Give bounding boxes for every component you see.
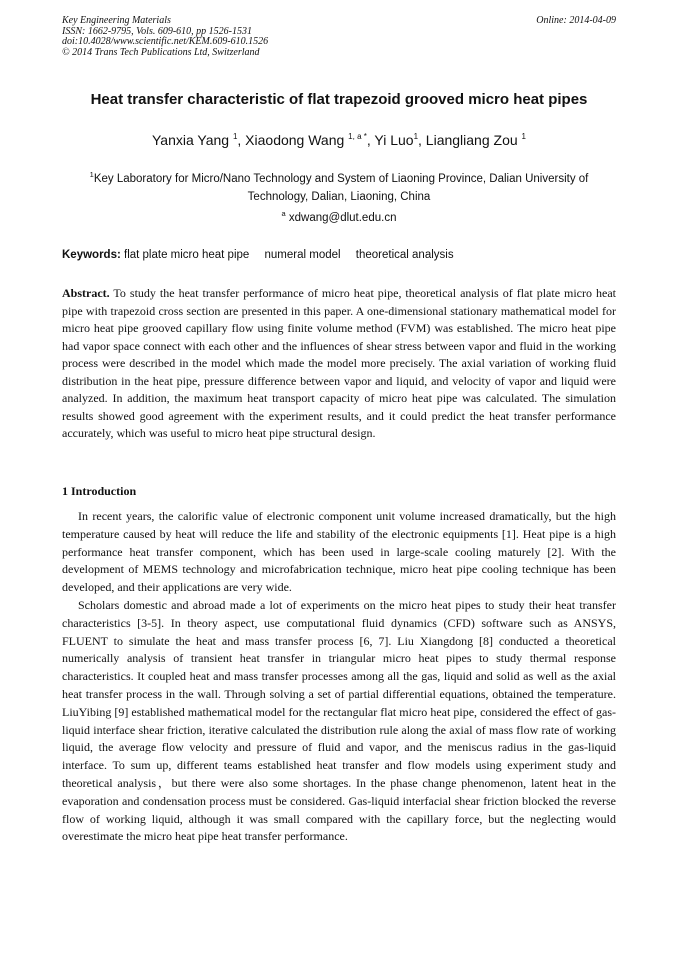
affiliation-text: Key Laboratory for Micro/Nano Technology and System of Liaoning Province, Dalian University of Technology, Dalian, Liaoning, China (93, 173, 589, 203)
abstract-label: Abstract. (62, 286, 110, 300)
email-address[interactable]: xdwang@dlut.edu.cn (285, 212, 397, 224)
body-paragraph: Scholars domestic and abroad made a lot of experiments on the micro heat pipes to study their heat transfer characteristics [3-5]. In theory aspect, use computational fluid dynamics (CFD) software such as ANSYS, FLUENT to simulate the heat and mass transfer process [6, 7]. Liu Xiangdong [8] conducted a theoretical numerically analysis of transient heat transfer in triangular micro heat pipes to study thermal response characteristics. It coupled heat and mass transfer processes among all the gas, liquid and solid as well as the axial heat transfer process in the wall. Through solving a set of partial differential equations, obtained the temperature. LiuYibing [9] established mathematical model for the rectangular flat micro heat pipe, considered the effect of gas-liquid interface shear friction, iterative calculated the distribution rule along the axial of mass flow rate of working liquid, the average flow velocity and pressure of fluid and vapor, and the meniscus radius in the gas-liquid interface. To sum up, different teams established heat transfer and flow models using experiment study and theoretical analysis，but there were also some shortages. In the phase change phenomenon, latent heat in the evaporation and condensation process must be considered. Gas-liquid interfacial shear friction blocked the reverse flow of working liquid, although it was small compared with the capillary force, but the neglecting would overestimate the micro heat pipe heat transfer performance. (62, 597, 616, 844)
issn-line: ISSN: 1662-9795, Vols. 609-610, pp 1526-1531 (62, 25, 252, 37)
online-date: Online: 2014-04-09 (536, 15, 616, 26)
keyword: flat plate micro heat pipe (124, 249, 250, 261)
keywords-label: Keywords: (62, 249, 121, 261)
body-paragraph: In recent years, the calorific value of electronic component unit volume increased dramatically, but the high temperature caused by heat will reduce the life and stability of the electronic equipments [1]. Heat pipe is a high performance heat transfer component, which has been used in large-scale cooling maturely [2]. With the development of MEMS technology and microfabrication technique, micro heat pipe cooling technique has been developed, and their applications are very wide. (62, 509, 616, 595)
paper-title: Heat transfer characteristic of flat trapezoid grooved micro heat pipes (90, 91, 588, 108)
journal-header (62, 16, 616, 58)
copyright-line: © 2014 Trans Tech Publications Ltd, Switzerland (62, 46, 260, 58)
abstract (62, 285, 616, 443)
journal-name: Key Engineering Materials (62, 15, 171, 26)
author-list (30, 132, 648, 148)
section-body (62, 508, 616, 846)
keyword: numeral model (264, 249, 341, 261)
affiliation (62, 166, 616, 206)
keyword: theoretical analysis (355, 249, 454, 261)
author-affiliation-mark: 1, a * (348, 132, 367, 141)
corresponding-email (62, 209, 616, 224)
author-affiliation-mark: 1 (521, 132, 526, 141)
doi-line: doi:10.4028/www.scientific.net/KEM.609-610.1526 (62, 36, 269, 47)
author-name: Yanxia Yang (151, 132, 233, 148)
author-name: , Xiaodong Wang (237, 132, 349, 148)
author-name: , Liangliang Zou (418, 132, 522, 148)
author-affiliation-mark: 1 (413, 132, 419, 141)
section-heading: 1 Introduction (62, 484, 137, 498)
author-name: , Yi Luo (366, 132, 414, 148)
email-mark: a (281, 209, 286, 218)
keywords (62, 249, 616, 261)
author-affiliation-mark: 1 (232, 132, 238, 141)
abstract-text: To study the heat transfer performance of micro heat pipe, theoretical analysis of flat plate micro heat pipe with trapezoid cross section are presented in this paper. A one-dimensional stationary mathematical model for micro heat pipe grooved capillary flow using finite volume method (FVM) was established. The micro heat pipe had vapor space connect with each other and the influences of shear stress between vapor and fluid in the working process were described in the model which made the model more precisely. The axial variation of working fluid distribution in the heat pipe, pressure difference between vapor and liquid, and velocity of vapor and liquid were analyzed. In addition, the maximum heat transport capacity of micro heat pipe was calculated. The simulation results showed good agreement with the experiment results, and it could predict the heat transfer performance accurately, which was useful to micro heat pipe structural design. (62, 286, 616, 440)
affiliation-mark: 1 (89, 170, 94, 179)
